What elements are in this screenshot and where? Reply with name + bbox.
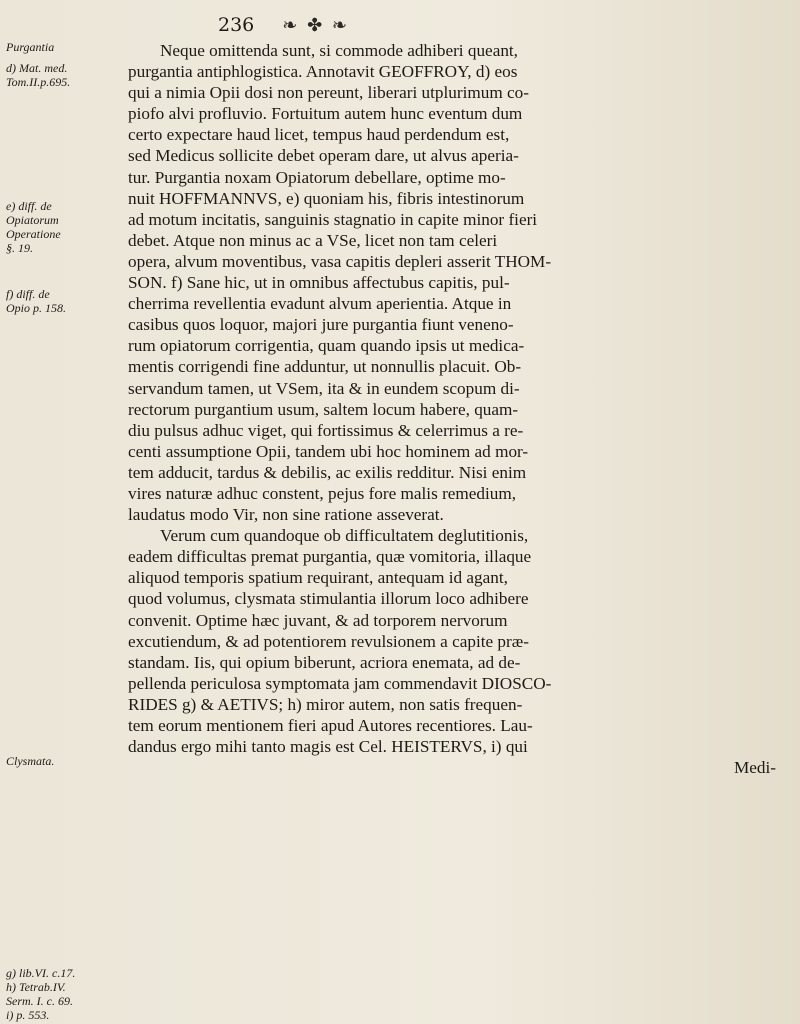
text-line: casibus quos loquor, majori jure purgantia fiunt veneno- — [128, 315, 514, 335]
text-line: pellenda periculosa symptomata jam commendavit DIOSCO- — [128, 673, 552, 693]
margin-note: Purgantia — [6, 40, 55, 54]
text-line: Verum cum quandoque ob difficultatem deglutitionis, — [160, 526, 529, 546]
text-line: opera, alvum moventibus, vasa capitis depleri asserit THOM- — [128, 251, 552, 271]
text-line: piofo alvi profluvio. Fortuitum autem hunc eventum dum — [128, 104, 523, 124]
page-header — [218, 10, 578, 40]
text-line: debet. Atque non minus ac a VSe, licet non tam celeri — [128, 230, 498, 250]
text-line: SON. f) Sane hic, ut in omnibus affectubus capitis, pul- — [128, 273, 510, 293]
text-line: tur. Purgantia noxam Opiatorum debellare, optime mo- — [128, 167, 506, 187]
text-line: eadem difficultas premat purgantia, quæ vomitoria, illaque — [128, 547, 532, 567]
text-line: quod volumus, clysmata stimulantia illorum loco adhibere — [128, 589, 529, 609]
margin-note: g) lib.VI. c.17. h) Tetrab.IV. Serm. I. c. 69. i) p. 553. — [6, 966, 76, 1022]
text-line: tem adducit, tardus & debilis, ac exilis redditur. Nisi enim — [128, 462, 527, 482]
text-line: diu pulsus adhuc viget, qui fortissimus & celerrimus a re- — [128, 420, 524, 440]
text-line: Neque omittenda sunt, si commode adhiberi queant, — [160, 41, 518, 60]
text-line: laudatus modo Vir, non sine ratione asseverat. — [128, 505, 444, 525]
body-text — [128, 40, 782, 778]
text-line: tem eorum mentionem fieri apud Autores recentiores. Lau- — [128, 716, 533, 735]
text-line: dandus ergo mihi tanto magis est Cel. HEISTERVS, i) qui — [128, 737, 528, 757]
text-line: purgantia antiphlogistica. Annotavit GEOFFROY, d) eos — [128, 62, 518, 82]
text-line: certo expectare haud licet, tempus haud perdendum est, — [128, 125, 510, 145]
text-line: standam. Iis, qui opium biberunt, acriora enemata, ad de- — [128, 652, 521, 672]
text-line: rectorum purgantium usum, saltem locum habere, quam- — [128, 399, 519, 419]
margin-note: e) diff. de Opiatorum Operatione §. 19. — [6, 199, 61, 255]
text-line: nuit HOFFMANNVS, e) quoniam his, fibris intestinorum — [128, 188, 525, 208]
margin-note: f) diff. de Opio p. 158. — [6, 287, 66, 315]
text-line: aliquod temporis spatium requirant, antequam id agant, — [128, 568, 508, 588]
header-ornament: ❧ ✤ ❧ — [282, 14, 349, 36]
text-line: servandum tamen, ut VSem, ita & in eundem scopum di- — [128, 378, 520, 398]
text-line: excutiendum, & ad potentiorem revulsionem a capite præ- — [128, 631, 529, 651]
text-line: RIDES g) & AETIVS; h) miror autem, non satis frequen- — [128, 694, 523, 714]
text-line: convenit. Optime hæc juvant, & ad torporem nervorum — [128, 610, 508, 630]
page-number: 236 — [218, 14, 255, 36]
text-line: centi assumptione Opii, tandem ubi hoc hominem ad mor- — [128, 441, 529, 461]
text-line: mentis corrigendi fine adduntur, ut nonnullis placuit. Ob- — [128, 357, 522, 377]
text-line: cherrima revellentia evadunt alvum aperientia. Atque in — [128, 294, 512, 314]
text-line: vires naturæ adhuc constent, pejus fore malis remedium, — [128, 483, 517, 503]
margin-note: Clysmata. — [6, 754, 55, 768]
catchword: Medi- — [733, 758, 776, 778]
text-line: sed Medicus sollicite debet operam dare, ut alvus aperia- — [128, 146, 519, 166]
margin-note: d) Mat. med. Tom.II.p.695. — [6, 61, 71, 89]
text-line: rum opiatorum corrigentia, quam quando ipsis ut medica- — [128, 336, 525, 356]
text-line: ad motum incitatis, sanguinis stagnatio in capite minor fieri — [128, 209, 538, 229]
text-line: qui a nimia Opii dosi non pereunt, liberari utplurimum co- — [128, 83, 529, 103]
margin-notes — [6, 40, 124, 1020]
